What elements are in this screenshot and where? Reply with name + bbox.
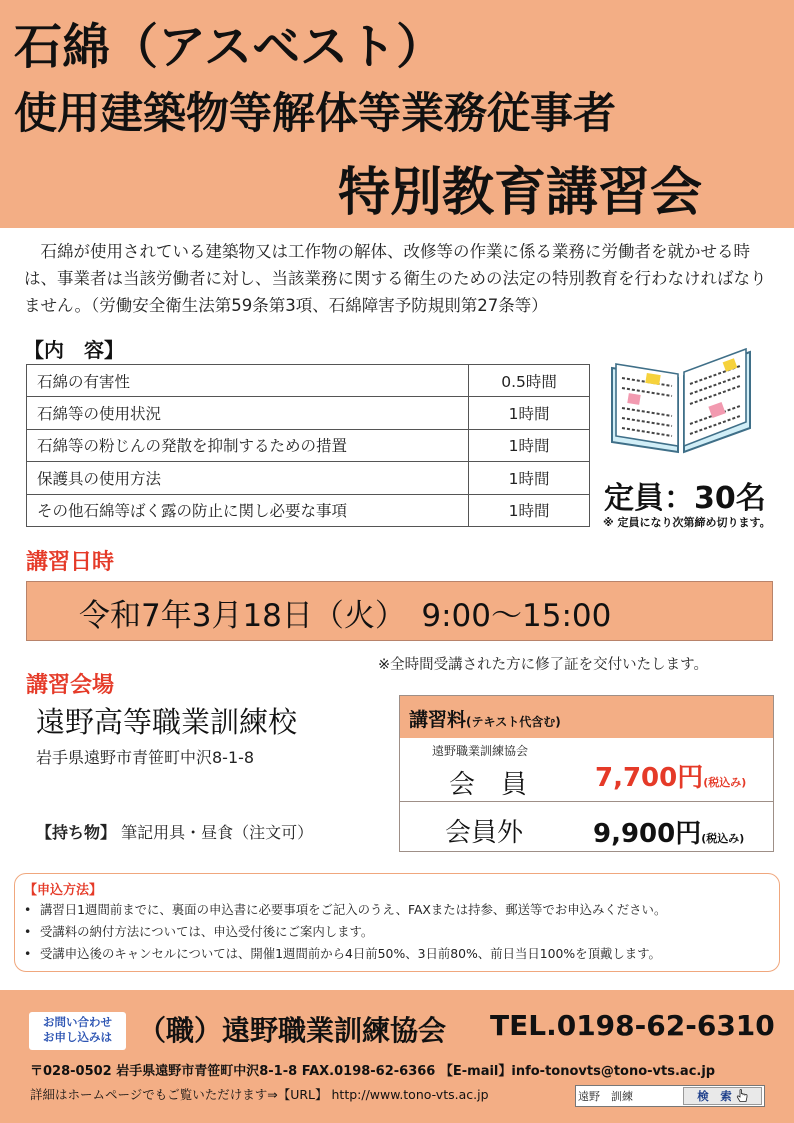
pointer-hand-icon [736,1089,748,1103]
content-item: 石綿等の使用状況 [27,397,469,429]
fee-title-note: (テキスト代含む) [466,715,561,729]
contact-badge [29,1012,126,1050]
organization-name: （職）遠野職業訓練協会 [138,1014,447,1047]
belongings-text: 筆記用具・昼食（注文可） [121,823,314,842]
title-line-2: 使用建築物等解体等業務従事者 [14,89,616,139]
open-book-icon [606,348,756,458]
nonmember-price-value: 9,900円 [593,819,702,849]
content-hours: 1時間 [469,462,590,494]
table-row [27,429,590,461]
fee-divider [400,801,773,802]
nonmember-tax-note: (税込み) [701,832,745,845]
address-line: 〒028-0502 岩手県遠野市青笹町中沢8-1-8 FAX.0198-62-6366 【E-mail】info-tonovts@tono-vts.ac.jp [30,1064,716,1079]
table-row [27,365,590,397]
certificate-note: ※全時間受講された方に修了証を交付いたします。 [378,657,708,673]
content-hours: 1時間 [469,494,590,526]
content-item: 石綿等の粉じんの発散を抑制するための措置 [27,429,469,461]
application-list [24,899,776,965]
content-item: 保護具の使用方法 [27,462,469,494]
capacity-text: 定員：30名 [604,481,766,516]
list-item: • 講習日1週間前までに、裏面の申込書に必要事項をご記入のうえ、FAXまたは持参、郵送等でお申込みください。 [24,899,776,921]
content-label: 【内 容】 [24,338,124,362]
contact-line-1: お問い合わせ [43,1015,112,1029]
capacity-note: ※ 定員になり次第締め切ります。 [603,516,771,529]
schedule-label: 講習日時 [26,550,115,575]
schedule-date: 令和7年3月18日（火） 9:00～15:00 [79,598,612,634]
fee-member-org: 遠野職業訓練協会 [432,744,529,758]
member-tax-note: (税込み) [703,776,747,789]
content-table [26,364,590,527]
table-row [27,494,590,526]
search-input[interactable] [578,1087,678,1105]
venue-label: 講習会場 [26,673,115,698]
content-hours: 1時間 [469,429,590,461]
fee-nonmember-price [593,813,744,850]
list-item: • 受講申込後のキャンセルについては、開催1週間前から4日前50%、3日前80%、前日当日100%を頂戴します。 [24,943,776,965]
search-button[interactable] [683,1087,762,1105]
content-item: 石綿の有害性 [27,365,469,397]
fee-title [409,705,561,732]
venue-address: 岩手県遠野市青笹町中沢8-1-8 [36,748,255,767]
homepage-line: 詳細はホームページでもご覧いただけます⇒【URL】 http://www.tono-vts.ac.jp [30,1087,489,1102]
fee-member-price [595,757,746,794]
belongings-label: 【持ち物】 [36,823,117,842]
fee-title-text: 講習料 [409,709,467,731]
title-line-3: 特別教育講習会 [338,163,703,223]
content-item: その他石綿等ばく露の防止に関し必要な事項 [27,494,469,526]
venue-name: 遠野高等職業訓練校 [36,705,298,739]
member-price-value: 7,700円 [595,763,704,793]
intro-paragraph: 石綿が使用されている建築物又は工作物の解体、改修等の作業に係る業務に労働者を就かせる時は、事業者は当該労働者に対し、当該業務に関する衛生のための法定の特別教育を行わなければなりません。（労働安全衛生法第59条第3項、石綿障害予防規則第27条等） [24,242,767,315]
fee-nonmember-label: 会員外 [445,818,524,848]
list-item: • 受講料の納付方法については、申込受付後にご案内します。 [24,921,776,943]
belongings [36,820,313,843]
title-line-1: 石綿（アスベスト） [14,19,445,75]
fee-member-label: 会 員 [449,770,528,800]
telephone: TEL.0198-62-6310 [490,1009,775,1042]
table-row [27,397,590,429]
contact-line-2: お申し込みは [43,1030,112,1044]
content-hours: 0.5時間 [469,365,590,397]
application-title: 【申込方法】 [24,883,103,898]
content-hours: 1時間 [469,397,590,429]
search-button-label: 検 索 [697,1089,732,1103]
table-row [27,462,590,494]
